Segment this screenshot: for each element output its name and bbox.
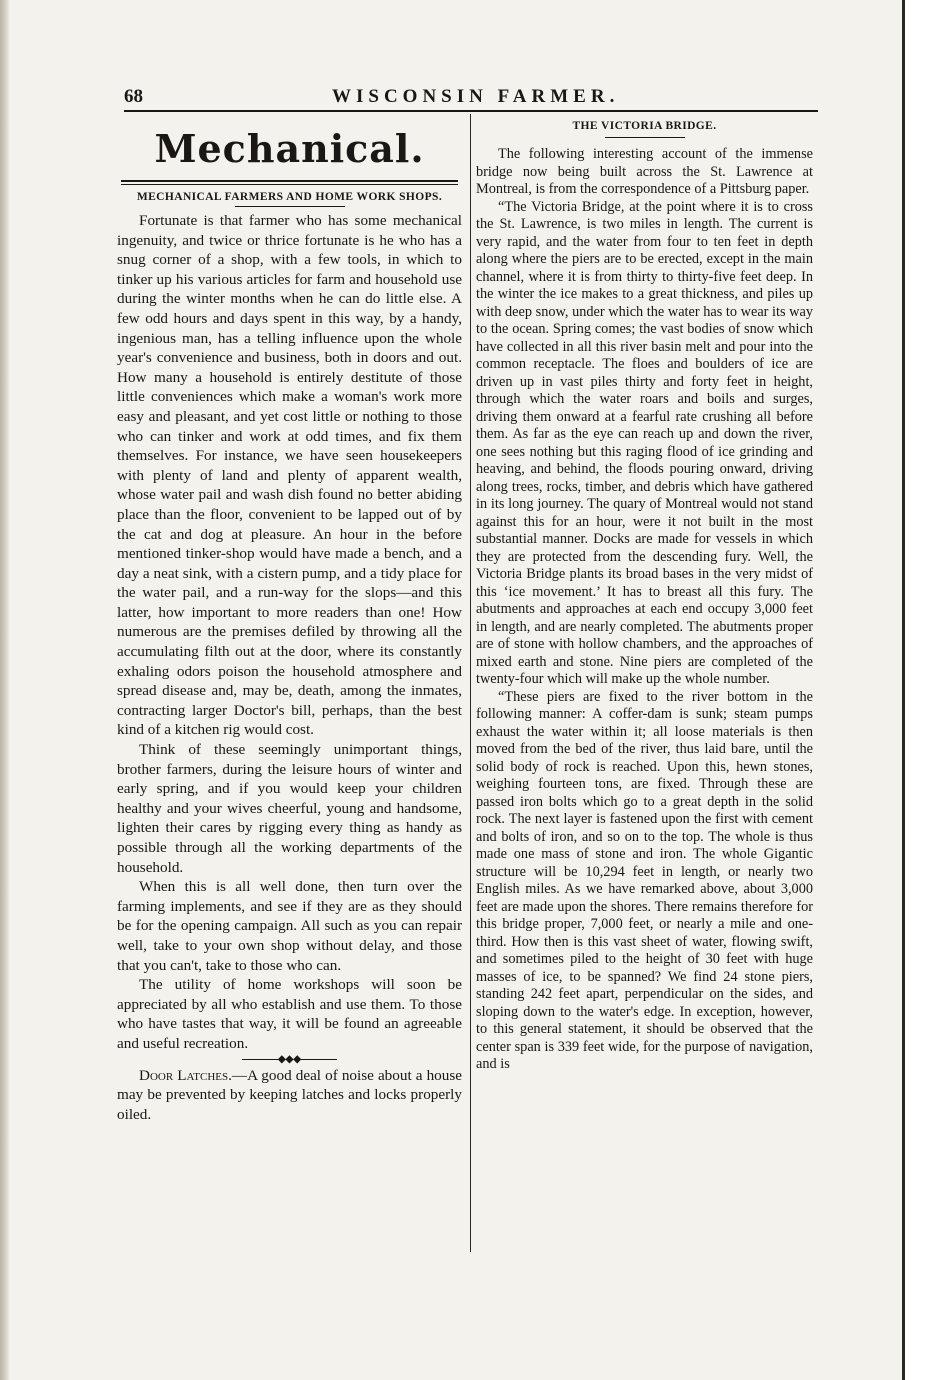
right-column <box>476 118 813 1074</box>
page-edge <box>902 0 939 1380</box>
paragraph: “The Victoria Bridge, at the point where it is to cross the St. Lawrence, is two miles in length. The current is very rapid, and the water from four to ten feet in depth along where the piers are to be erected, except in the main channel, where it is from thirty to thirty-five feet deep. In the winter the ice makes to a great thickness, and piles up with deep snow, under which the water has to wear its way to the ocean. Spring comes; the vast bodies of snow which have collected in all this river basin melt and pour into the common receptacle. The floes and boulders of ice are driven up in vast piles thirty and forty feet in height, through which the water roars and boils and surges, driving them onward at a fearful rate crushing all before them. As far as the eye can reach up and down the river, one sees nothing but this raging flood of ice grinding and heaving, and behind, the floods pouring onward, driving along trees, rocks, timber, and debris which have gathered in its long journey. The quary of Montreal would not stand against this for an hour, were it not built in the most substantial manner. Docks are made for vessels in which they are protected from the descending fury. Well, the Victoria Bridge plants its broad bases in the very midst of this ‘ice movement.’ It has to breast all this fury. The abutments and approaches at each end occupy 3,000 feet in length, and are nearly completed. The abutments proper are of stone with hollow chambers, and the approaches of mixed earth and stone. Nine piers are completed of the twenty-four which will make up the whole number. <box>476 198 813 687</box>
paragraph: The following interesting account of the immense bridge now being built across the St. Lawrence at Montreal, is from the correspondence of a Pittsburg paper. <box>476 146 813 197</box>
running-head: WISCONSIN FARMER. <box>332 86 620 107</box>
paragraph: The utility of home workshops will soon be appreciated by all who establish and use them. To those who have tastes that way, it will be found an agreeable and useful recreation. <box>117 976 462 1052</box>
paragraph: Fortunate is that farmer who has some mechanical ingenuity, and twice or thrice fortunate is he who has a snug corner of a shop, with a few tools, in which to tinker up his various articles for farm and household use during the winter months when he can do little else. A few odd hours and days spent in this way, by a handy, ingenious man, has a telling influence upon the whole year's convenience and business, both in doors and out. How many a household is entirely destitute of those little conveniences which make a woman's work more easy and pleasant, and yet cost little or nothing to those who can tinker and work at odd times, and fix them themselves. For instance, we have seen housekeepers with plenty of land and plenty of apparent wealth, whose water pail and wash dish found no better abiding place than the floor, convenient to be lapped out of by the cat and dog at pleasure. An hour in the before mentioned tinker-shop would have made a bench, and a day a neat sink, with a cistern pump, and a tidy place for the water pail, and a run-way for the slops—and this latter, how important to more readers than one! How numerous are the premises defiled by throwing all the accumulating filth out at the door, where its constantly exhaling odors poison the household atmosphere and spread disease and, may be, death, among the inmates, contracting larger Doctor's bill, perhaps, than the best kind of a kitchen rig would cost. <box>117 212 462 739</box>
left-column <box>117 118 462 1124</box>
article-separator <box>117 1054 462 1066</box>
title-rule <box>605 137 685 138</box>
paragraph: When this is all well done, then turn over the farming implements, and see if they are as they should be for the opening campaign. All such as you can repair well, take to your own shop without delay, and those that you can't, take to those who can. <box>117 878 462 974</box>
column-divider <box>470 114 471 1252</box>
page-number: 68 <box>124 86 143 107</box>
door-latches-lead: Door Latches. <box>139 1066 232 1084</box>
title-rule <box>235 206 345 207</box>
door-latches-text: —A good deal of noise about a house may be prevented by keeping latches and locks properly oiled. <box>117 1066 462 1123</box>
paragraph: Think of these seemingly unimportant things, brother farmers, during the leisure hours of winter and early spring, and if you would keep your children healthy and your wives cheerful, young and handsome, lighten their cares by rigging every thing as handy as possible through all the working departments of the household. <box>117 741 462 876</box>
header-rule <box>124 110 818 112</box>
paragraph-door-latches <box>117 1066 462 1125</box>
page-gutter <box>0 0 10 1380</box>
article-title-workshops: MECHANICAL FARMERS AND HOME WORK SHOPS. <box>136 191 443 203</box>
masthead-rule <box>121 180 458 185</box>
page-header <box>124 86 819 112</box>
paragraph: “These piers are fixed to the river bottom in the following manner: A coffer-dam is sunk; steam pumps exhaust the water within it; all loose materials is then moved from the bed of the river, thus laid bare, until the solid body of rock is reached. Upon this, hewn stones, weighing fourteen tons, are fixed. Through these are passed iron bolts which go to a great depth in the solid rock. The next layer is fastened upon the first with cement and bolts of iron, and so on to the top. The whole is thus made one mass of stone and iron. The whole Gigantic structure will be 10,294 feet in length, or nearly two English miles. As we have remarked above, about 3,000 feet are made upon the shores. There remains therefore for this bridge proper, 7,000 feet, or nearly a mile and one-third. How then is this vast sheet of water, flowing swift, and sometimes piled to the height of 30 feet with huge masses of ice, to be spanned? We find 24 stone piers, standing 242 feet apart, perpendicular on the sides, and sloping down to the water's edge. In exception, however, to this general statement, it should be observed that the center span is 339 feet wide, for the purpose of navigation, and is <box>476 688 813 1072</box>
article-title-victoria-bridge: THE VICTORIA BRIDGE. <box>572 120 717 132</box>
separator-ornament: ◆◆◆ <box>277 1053 302 1065</box>
section-masthead: Mechanical. <box>154 126 425 171</box>
